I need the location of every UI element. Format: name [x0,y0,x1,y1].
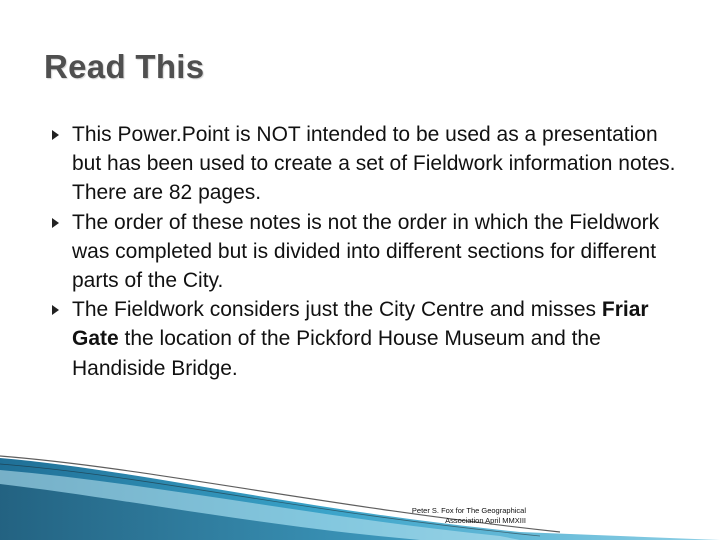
bullet-item [44,295,684,383]
bullet-item [44,208,684,296]
triangle-bullet-icon [52,305,59,315]
triangle-bullet-icon [52,218,59,228]
footer-line: Association April MMXIII [445,516,526,525]
slide-title: Read This [44,48,205,85]
bullet-text: The order of these notes is not the order in which the Fieldwork was completed but is divided into different sections for different parts of the City. [72,210,660,293]
bullet-text-part: The Fieldwork considers just the City Centre and misses [72,298,602,322]
footer-credit [360,506,526,526]
triangle-bullet-icon [52,130,59,140]
bullet-text: This Power.Point is NOT intended to be used as a presentation but has been used to create a set of Fieldwork information notes. There are 82 pages. [72,123,676,205]
bullet-item [44,120,684,208]
bullet-list [44,120,684,383]
bullet-text-bold: Friar Gate [72,298,649,351]
bullet-text-part: the location of the Pickford House Museum and the Handiside Bridge. [72,327,601,380]
footer-line: Peter S. Fox for The Geographical [411,506,526,515]
